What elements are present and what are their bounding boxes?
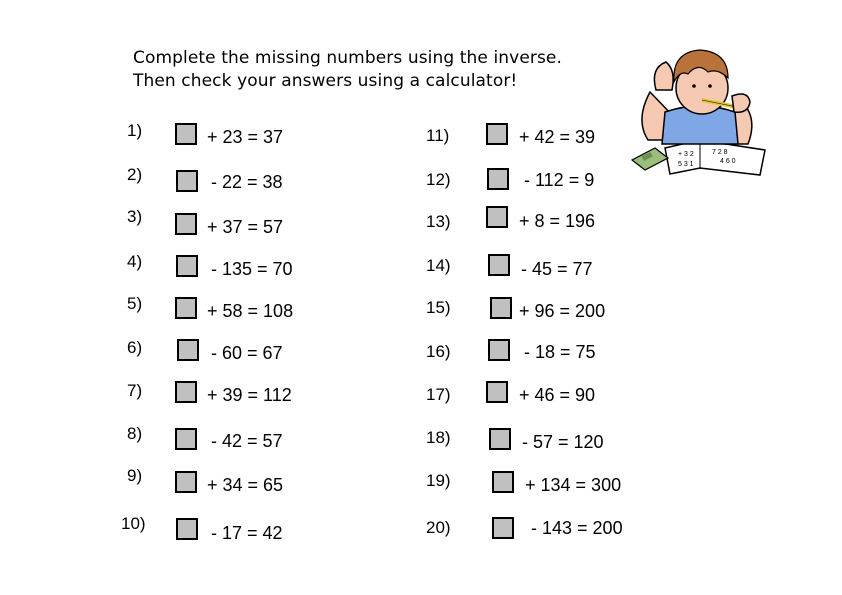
equation: + 46 = 90	[519, 385, 596, 405]
question-number: 7)	[127, 381, 143, 400]
answer-box[interactable]	[176, 518, 198, 540]
answer-box[interactable]	[486, 206, 508, 228]
answer-box[interactable]	[488, 254, 510, 276]
answer-box[interactable]	[486, 123, 508, 145]
answer-box[interactable]	[489, 428, 511, 450]
equation: + 23 = 37	[207, 127, 284, 147]
answer-box[interactable]	[492, 471, 514, 493]
question-number: 20)	[426, 518, 451, 537]
answer-box[interactable]	[175, 213, 197, 235]
answer-box[interactable]	[175, 297, 197, 319]
answer-box[interactable]	[490, 297, 512, 319]
instructions	[133, 47, 562, 93]
svg-text:5 3 1: 5 3 1	[678, 161, 694, 168]
equation: + 96 = 200	[519, 301, 606, 321]
question-number: 9)	[127, 466, 143, 485]
equation: - 45 = 77	[521, 259, 593, 279]
answer-box[interactable]	[177, 339, 199, 361]
equation: + 37 = 57	[207, 217, 284, 237]
question-number: 6)	[127, 338, 143, 357]
question-number: 4)	[127, 252, 143, 271]
equation: - 143 = 200	[531, 518, 623, 538]
question-number: 13)	[426, 212, 451, 231]
equation: - 22 = 38	[211, 172, 283, 192]
equation: + 39 = 112	[207, 385, 292, 405]
svg-text:4 6 0: 4 6 0	[720, 158, 736, 165]
answer-box[interactable]	[175, 381, 197, 403]
instructions-line-1: Complete the missing numbers using the inverse.	[133, 48, 562, 68]
question-number: 5)	[127, 294, 143, 313]
answer-box[interactable]	[492, 517, 514, 539]
question-number: 2)	[127, 165, 143, 184]
question-number: 1)	[127, 121, 143, 140]
question-number: 19)	[426, 471, 451, 490]
equation: + 42 = 39	[519, 127, 596, 147]
question-number: 11)	[426, 126, 450, 145]
answer-box[interactable]	[487, 168, 509, 190]
question-number: 17)	[426, 385, 451, 404]
question-number: 3)	[127, 207, 143, 226]
equation: - 112 = 9	[524, 170, 595, 190]
answer-box[interactable]	[175, 428, 197, 450]
equation: - 42 = 57	[211, 431, 283, 451]
question-number: 14)	[426, 256, 451, 275]
equation: - 57 = 120	[522, 432, 604, 452]
answer-box[interactable]	[488, 339, 510, 361]
question-number: 8)	[127, 424, 143, 443]
question-number: 15)	[426, 298, 451, 317]
svg-text:7 2 8: 7 2 8	[712, 149, 728, 156]
boy-homework-icon	[630, 40, 770, 180]
question-number: 16)	[426, 342, 451, 361]
answer-box[interactable]	[175, 471, 197, 493]
answer-box[interactable]	[486, 381, 508, 403]
answer-box[interactable]	[175, 123, 197, 145]
question-number: 18)	[426, 428, 451, 447]
equation: - 17 = 42	[211, 523, 283, 543]
equation: + 8 = 196	[519, 211, 596, 231]
equation: + 34 = 65	[207, 475, 284, 495]
question-number: 10)	[121, 514, 146, 533]
equation: - 18 = 75	[524, 342, 596, 362]
answer-box[interactable]	[176, 255, 198, 277]
svg-text:+ 3 2: + 3 2	[678, 151, 694, 158]
equation: - 135 = 70	[211, 259, 293, 279]
answer-box[interactable]	[176, 170, 198, 192]
equation: - 60 = 67	[211, 343, 283, 363]
equation: + 134 = 300	[525, 475, 622, 495]
instructions-line-2: Then check your answers using a calculator!	[133, 71, 518, 91]
equation: + 58 = 108	[207, 301, 294, 321]
question-number: 12)	[426, 170, 451, 189]
